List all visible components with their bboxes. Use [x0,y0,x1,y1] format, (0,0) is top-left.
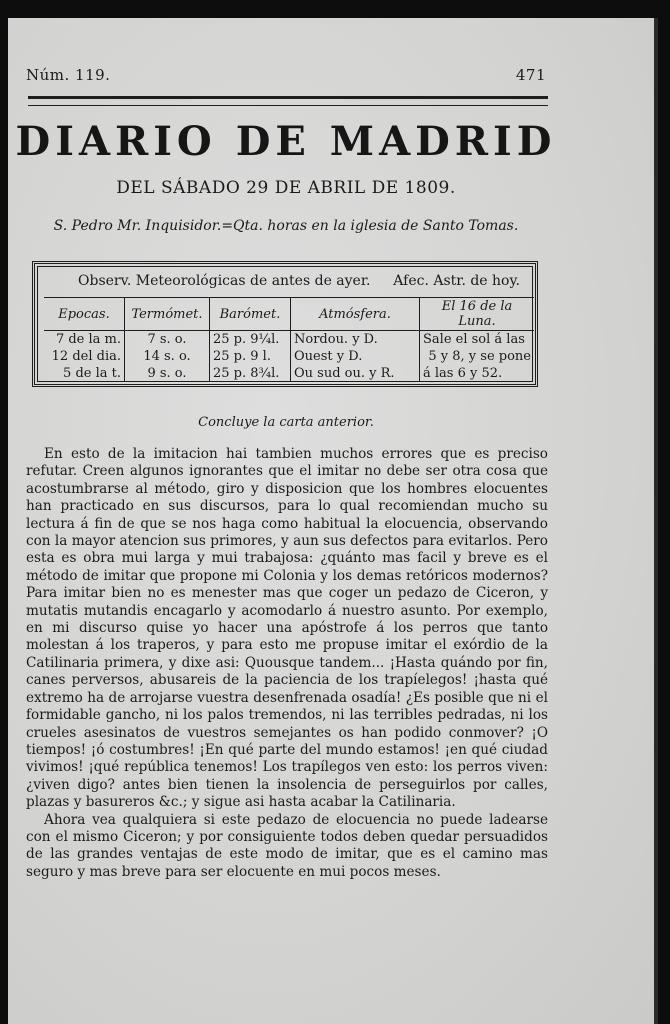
cell-atmosfera: Ouest y D. [291,348,420,365]
article-subtitle: Concluye la carta anterior. [198,415,374,430]
cell-atmosfera: Ou sud ou. y R. [291,365,420,382]
table-row [44,331,534,349]
col-barometro: Barómet. [210,298,291,331]
table-row [44,365,534,382]
cell-luna: á las 6 y 52. [420,365,535,382]
header-rule [28,96,548,106]
cell-luna: 5 y 8, y se pone [420,348,535,365]
page-number: 471 [515,66,546,84]
cell-atmosfera: Nordou. y D. [291,331,420,349]
weather-heading-right: Afec. Astr. de hoy. [393,273,520,289]
page-edge-shadow [654,18,658,1024]
cell-epoca: 5 de la t. [63,366,121,381]
cell-termometro: 14 s. o. [125,348,210,365]
cell-barometro: 25 p. 9¼l. [210,331,291,349]
saint-of-day: S. Pedro Mr. Inquisidor.=Qta. horas en la iglesia de Santo Tomas. [53,218,519,234]
cell-barometro: 25 p. 9 l. [210,348,291,365]
dateline: DEL SÁBADO 29 DE ABRIL DE 1809. [116,178,456,198]
cell-epoca: 12 del dia. [51,349,121,364]
weather-heading-left: Observ. Meteorológicas de antes de ayer. [78,273,371,289]
col-luna: El 16 de la Luna. [420,298,535,331]
masthead-title: DIARIO DE MADRID [15,118,557,165]
col-termometro: Termómet. [125,298,210,331]
weather-table-inner [37,266,533,382]
cell-luna: Sale el sol á las [420,331,535,349]
cell-barometro: 25 p. 8¾l. [210,365,291,382]
newspaper-page [8,18,658,1024]
issue-number: Núm. 119. [26,66,111,84]
article-paragraph: En esto de la imitacion hai tambien muchos errores que es preciso refutar. Creen algunos ignorantes que el imitar no debe ser otra cosa que acostumbrarse al método, giro y disposicion que los hombres elocuentes han practicado en sus discursos, para lo qual recomiendan mucho su lectura á fin de que se nos haga como habitual la elocuencia, observando con la mayor atencion sus primores, y aun sus defectos para evitarlos. Pero esta es obra mui larga y mui trabajosa: ¿quánto mas facil y breve es el método de imitar que propone mi Colonia y los demas retóricos modernos? Para imitar bien no es menester mas que coger un pedazo de Ciceron, y mutatis mutandis encagarlo y acomodarlo á nuestro asunto. Por exemplo, en mi discurso quise yo hacer una apóstrofe á los perros que tanto molestan á los traperos, y para esto me propuse imitar el exórdio de la Catilinaria primera, y dixe asi: Quousque tandem... ¡Hasta quándo por fin, canes perversos, abusareis de la paciencia de los trapíelegos! ¡hasta qué extremo ha de arrojarse vuestra desenfrenada osadía! ¿Es posible que ni el formidable gancho, ni los palos tremendos, ni las terribles pedradas, ni los crueles asesinatos de vuestros semejantes os han podido conmover? ¡O tiempos! ¡ó costumbres! ¡En qué parte del mundo estamos! ¡en qué ciudad vivimos! ¡qué república tenemos! Los trapílegos ven esto: los perros viven: ¿viven digo? antes bien tienen la insolencia de perseguirlos por calles, plazas y basureros &c.; y sigue asi hasta acabar la Catilinaria. [26,446,548,811]
article-paragraph: Ahora vea qualquiera si este pedazo de elocuencia no puede ladearse con el mismo Ciceron; y por consiguiente todos deben quedar persuadidos de las grandes ventajas de este modo de imitar, que es el camino mas seguro y mas breve para ser elocuente en mui pocos meses. [26,811,548,880]
col-atmosfera: Atmósfera. [291,298,420,331]
weather-table-header-row [44,298,534,331]
weather-table-frame [32,261,538,387]
weather-table [44,297,534,382]
cell-termometro: 9 s. o. [125,365,210,382]
cell-epoca: 7 de la m. [55,332,121,347]
cell-termometro: 7 s. o. [125,331,210,349]
article-body [26,446,548,881]
table-row [44,348,534,365]
col-epocas: Epocas. [44,298,125,331]
